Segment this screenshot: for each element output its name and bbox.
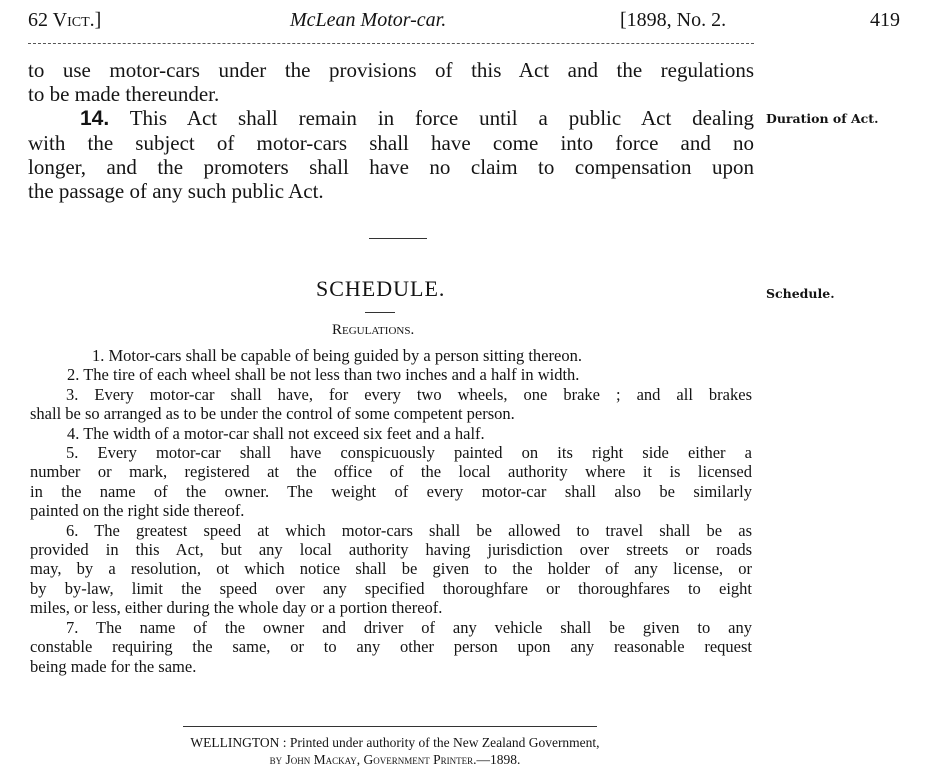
regulation-5-cont: painted on the right side thereof. — [30, 501, 245, 521]
text-line: to use motor-cars under the provisions of this Act and the regulations — [28, 58, 754, 82]
regulation-6-cont: may, by a resolution, ot which notice shall be given to the holder of any license, or — [30, 559, 752, 579]
regulation-5: 5. Every motor-car shall have conspicuously painted on its right side either a — [66, 443, 752, 463]
section-number: 14. — [80, 107, 110, 130]
regulation-3: 3. Every motor-car shall have, for every two wheels, one brake ; and all brakes — [66, 384, 752, 404]
regulation-7: 7. The name of the owner and driver of any vehicle shall be given to any — [66, 617, 752, 637]
page-number: 419 — [870, 9, 900, 31]
section-divider-rule — [369, 238, 427, 239]
section-14 — [28, 106, 754, 203]
regulations-list — [30, 346, 752, 676]
regulation-6-cont: by by-law, limit the speed over any specified thoroughfare or thoroughfares to eight — [30, 578, 752, 598]
margin-note-schedule: Schedule. — [766, 286, 835, 301]
regulation-1: 1. Motor-cars shall be capable of being guided by a person sitting thereon. — [92, 346, 582, 365]
text-line: This Act shall remain in force until a public Act dealing — [129, 106, 754, 130]
running-head-rule — [28, 43, 754, 44]
regulation-7-cont: constable requiring the same, or to any other person upon any reasonable request — [30, 637, 752, 657]
regulation-5-cont: number or mark, registered at the office of the local authority where it is licensed — [30, 462, 752, 482]
running-head-title: McLean Motor-car. — [290, 9, 447, 31]
regulation-5-cont: in the name of the owner. The weight of every motor-car shall also be similarly — [30, 481, 752, 501]
regulation-6-cont: miles, or less, either during the whole day or a portion thereof. — [30, 598, 443, 618]
running-head-act-reference: 62 Vict.] — [28, 9, 102, 31]
regulation-2: 2. The tire of each wheel shall be not less than two inches and a half in width. — [67, 365, 580, 385]
regulation-6-cont: provided in this Act, but any local authority having jurisdiction over streets or roads — [30, 540, 752, 560]
margin-note-duration: Duration of Act. — [766, 111, 879, 126]
section-14-first-line — [28, 106, 754, 131]
running-head-year-number: [1898, No. 2. — [620, 9, 727, 31]
text-line: to be made thereunder. — [28, 82, 220, 106]
schedule-title: SCHEDULE. — [316, 276, 446, 301]
schedule-title-rule — [365, 312, 395, 313]
text-line: the passage of any such public Act. — [28, 179, 324, 203]
printer-imprint — [115, 734, 675, 768]
imprint-rule — [183, 726, 597, 727]
regulation-7-cont: being made for the same. — [30, 656, 197, 676]
text-line: with the subject of motor-cars shall have come into force and no — [28, 131, 754, 155]
regulations-heading: Regulations. — [332, 322, 415, 338]
imprint-line-1: WELLINGTON : Printed under authority of the New Zealand Government, — [190, 735, 600, 750]
regulation-4: 4. The width of a motor-car shall not exceed six feet and a half. — [67, 423, 485, 443]
section-13-continuation — [28, 58, 754, 106]
regulation-6: 6. The greatest speed at which motor-cars shall be allowed to travel shall be as — [66, 520, 752, 540]
text-line: longer, and the promoters shall have no claim to compensation upon — [28, 155, 754, 179]
imprint-line-2: by John Mackay, Government Printer.—1898. — [269, 752, 521, 767]
regulation-3-cont: shall be so arranged as to be under the control of some competent person. — [30, 404, 515, 424]
